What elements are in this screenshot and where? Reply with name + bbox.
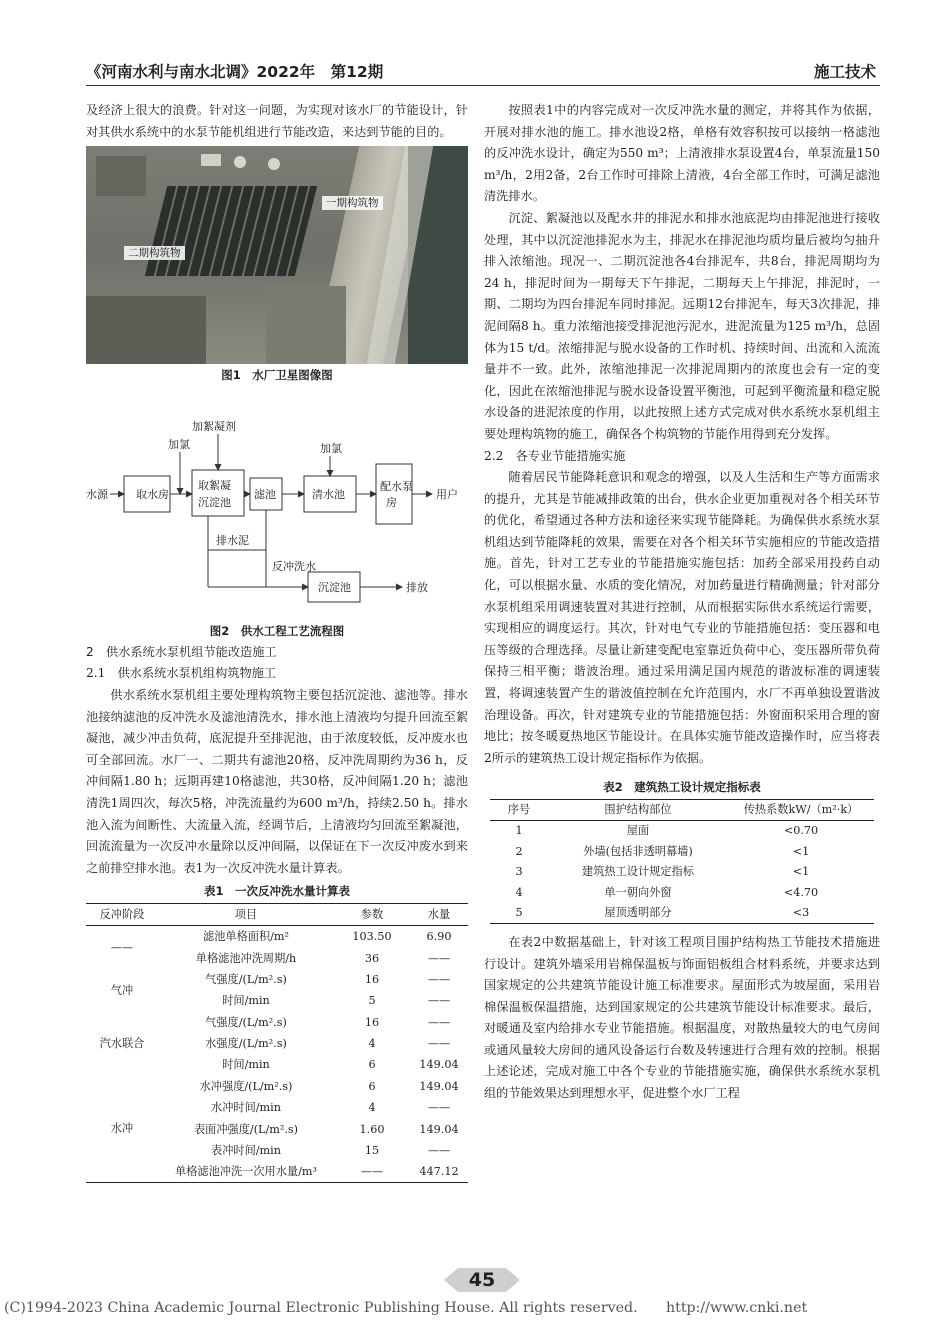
table-row: 时间/min 6 149.04 <box>222 1058 459 1072</box>
table-row: 1 屋面 <0.70 <box>515 824 819 838</box>
table2-header: 传热系数kW/（m²·k） <box>743 803 859 817</box>
backwash-table <box>86 903 468 1183</box>
node-chlorine-1: 加氯 <box>168 438 190 452</box>
stage-cell: 汽水联合 <box>99 1037 145 1051</box>
section-2-heading: 2 供水系统水泵机组节能改造施工 <box>86 644 277 659</box>
node-user: 用户 <box>436 488 458 502</box>
table2-header: 序号 <box>507 803 531 817</box>
table1-header: 参数 <box>360 908 384 922</box>
process-flow-diagram <box>86 390 468 612</box>
section-2-1-paragraph: 供水系统水泵机组主要处理构筑物主要包括沉淀池、滤池等。排水池接纳滤池的反冲洗水及滤池清洗水，排水池上清液均匀提升回流至絮凝池，减少冲击负荷，底泥提升至排泥池，由于浓度较低，反冲废水也可全部回流。水厂一、二期共有滤池20格，反冲洗周期约为36 h，反冲间隔1.80 h；远期再建10格滤池，共30格，反冲间隔1.20 h；滤池清洗1周四次，每次5格，冲洗流量约为600 m³/h，持续2.50 h。排水池入流为间断性、大流量入流，经调节后，上清液均匀回流至絮凝池，回流流量为一次反冲水量除以反冲间隔，以保证在下一次反冲废水到来之前排空排水池。表1为一次反冲洗水量计算表。 <box>86 687 468 875</box>
table1-header: 反冲阶段 <box>99 908 145 922</box>
table-row: 气冲 气强度/(L/m².s) 16 —— <box>86 969 468 990</box>
table2-caption: 表2 建筑热工设计规定指标表 <box>603 780 761 795</box>
table1-caption: 表1 一次反冲洗水量计算表 <box>203 884 350 899</box>
distribution-box <box>376 464 412 524</box>
stage-cell: 气冲 <box>110 983 134 997</box>
phase1-label: 一期构筑物 <box>322 196 383 210</box>
figure2-caption: 图2 供水工程工艺流程图 <box>209 623 345 638</box>
table-row: —— 滤池单格面积/m² 103.50 6.90 <box>86 926 468 948</box>
node-sedimentation: 沉淀池 <box>198 496 231 510</box>
sludge-paragraph: 沉淀、絮凝池以及配水井的排泥水和排水池底泥均由排泥池进行接收处理，其中以沉淀池排泥水为主，排泥水在排泥池均质均量后被均匀抽升排入浓缩池。现况一、二期沉淀池各4台排泥车，共8台，排泥周期均为24 h，排泥时间为一期每天下午排泥，二期每天上午排泥，排泥时，一期、二期均为四台排泥车同时排泥。远期12台排泥车，每天3次排泥，排泥间隔8 h。重力浓缩池接受排泥池污泥水，进泥流量为125 m³/h，总固体为15 t/d。浓缩排泥与脱水设备的工作时机、持续时间、出流和入流流量并不一致。此外，浓缩池排泥一次排泥周期内的浓度也会有一定的变化，因此在浓缩池排泥与脱水设备设置平衡池，可起到平衡流量和稳定脱水设备的进泥浓度的作用，以此按照上述方式完成对供水系统水泵机组主要处理构筑物的施工，确保各个构筑物的节能作用得到充分发挥。 <box>484 210 880 441</box>
thermal-index-table <box>490 799 874 924</box>
node-distribution-2: 房 <box>386 496 397 510</box>
table-row: 汽水联合 气强度/(L/m².s) 16 —— <box>86 1011 468 1032</box>
intro-paragraph: 及经济上很大的浪费。针对这一问题，为实现对该水厂的节能设计，针对其供水系统中的水泵节能机组进行节能改造，来达到节能的目的。 <box>86 103 468 139</box>
table-row: 3 建筑热工设计规定指标 <1 <box>515 865 810 879</box>
envelope-paragraph: 在表2中数据基础上，针对该工程项目围护结构热工节能技术措施进行设计。建筑外墙采用岩棉保温板与饰面铝板组合材料系统，并要求达到国家规定的公共建筑节能设计施工标准要求。屋面形式为坡屋面，采用岩棉保温板保温措施，达到国家规定的公共建筑节能设计标准要求。最后，对暖通及室内给排水专业节能措施。根据温度，对散热量较大的电气房间或通风量较大房间的通风设备运行台数及转速进行合理有效的控制。根据上述论述，完成对施工中各个专业的节能措施实施，确保供水系统水泵机组的节能效果达到理想水平，促进整个水厂工程 <box>484 934 880 1101</box>
table-row: 5 屋顶透明部分 <3 <box>490 903 874 924</box>
node-backwash: 反冲洗水 <box>272 560 316 574</box>
table-row: 2 外墙(包括非透明幕墙) <1 <box>515 844 810 858</box>
right-column <box>484 100 880 1105</box>
stage-cell: 水冲 <box>110 1122 134 1136</box>
node-distribution: 配水泵 <box>380 480 413 494</box>
left-column <box>86 100 468 1183</box>
section-2-1-heading: 2.1 供水系统水泵机组构筑物施工 <box>86 666 277 681</box>
table-row: 水冲 水冲强度/(L/m².s) 6 149.04 <box>86 1076 468 1097</box>
coag-box <box>192 470 244 516</box>
node-source: 水源 <box>86 488 108 502</box>
node-coagulant: 加絮凝剂 <box>192 420 236 434</box>
journal-title: 《河南水利与南水北调》2022年 第12期 <box>86 63 384 81</box>
section-title: 施工技术 <box>813 63 876 81</box>
page-number: 45 <box>468 1269 496 1291</box>
table1-header: 项目 <box>234 908 258 922</box>
node-clearwater: 清水池 <box>312 488 345 502</box>
satellite-image <box>86 146 468 364</box>
table-row: 水强度/(L/m².s) 4 —— <box>205 1037 451 1051</box>
section-2-2-heading: 2.2 各专业节能措施实施 <box>484 448 626 463</box>
table-row: 表面冲强度/(L/m².s) 1.60 149.04 <box>193 1122 459 1136</box>
copyright-footer: (C)1994-2023 China Academic Journal Electronic Publishing House. All rights reserved. http://www.cnki.net <box>4 1300 808 1316</box>
energy-measures-paragraph: 随着居民节能降耗意识和观念的增强，以及人生活和生产等方面需求的提升，尤其是节能减排政策的出台，供水企业更加重视对各个相关环节的优化，希望通过各种方法和途径来实现节能降耗。为确保供水系统水泵机组达到节能降耗的效果，需要在对各个相关环节实施相应的节能改造措施。首先，针对工艺专业的节能措施实施包括：加药全部采用投药自动化，可以根据水量、水质的变化情况，对加药量进行精确测量；针对部分水泵机组采用调速装置对其进行控制，从而根据实际供水系统运行需要，实现相应的调度运行。其次，针对电气专业的节能措施包括：变压器和电压等级的合理选择。尽量让新建变配电室靠近负荷中心，变压器所带负荷保持三相平衡；谐波治理。通过采用满足国内规范的谐波标准的调速装置，将调速装置产生的谐波值控制在允许范围内，水厂不再单独设置谐波治理设备。再次，针对建筑专业的节能措施包括：外窗面积采用合理的窗地比；按冬暖夏热地区节能设计。在具体实施节能改造操作时，应当将表2所示的建筑热工设计规定指标作为依据。 <box>484 470 880 765</box>
node-discharge: 排放 <box>406 581 428 595</box>
table-row: 表冲时间/min 15 —— <box>211 1144 451 1158</box>
running-header <box>86 60 880 86</box>
stage-cell: —— <box>110 941 134 954</box>
table-row: 水冲时间/min 4 —— <box>211 1101 451 1115</box>
node-filter: 滤池 <box>254 488 276 502</box>
node-coag: 取絮凝 <box>198 479 231 493</box>
table-row: 时间/min 5 —— <box>222 994 451 1008</box>
drain-pool-paragraph: 按照表1中的内容完成对一次反冲洗水量的测定，并将其作为依据，开展对排水池的施工。排水池设2格，单格有效容积按可以接纳一格滤池的反冲洗水设计，确定为550 m³；上清液排水泵设置4台，单泵流量150 m³/h，2用2备，2台工作时可排除上清液，4台全部工作时，可满足滤池清洗排水。 <box>484 103 880 204</box>
node-sludge: 排水泥 <box>216 534 249 548</box>
figure1-caption: 图1 水厂卫星图像图 <box>221 368 333 383</box>
node-chlorine-2: 加氯 <box>320 442 342 456</box>
phase2-label: 二期构筑物 <box>124 246 185 260</box>
table-row: 单格滤池冲洗一次用水量/m³ —— 447.12 <box>86 1161 468 1183</box>
table2-header: 围护结构部位 <box>604 803 672 817</box>
page-number-badge <box>444 1266 520 1294</box>
table-row: 4 单一朝向外窗 <4.70 <box>515 885 819 899</box>
node-settling: 沉淀池 <box>318 581 351 595</box>
table-row: 单格滤池冲洗周期/h 36 —— <box>195 951 451 965</box>
table1-header: 水量 <box>427 908 451 922</box>
node-intake: 取水房 <box>136 488 169 502</box>
